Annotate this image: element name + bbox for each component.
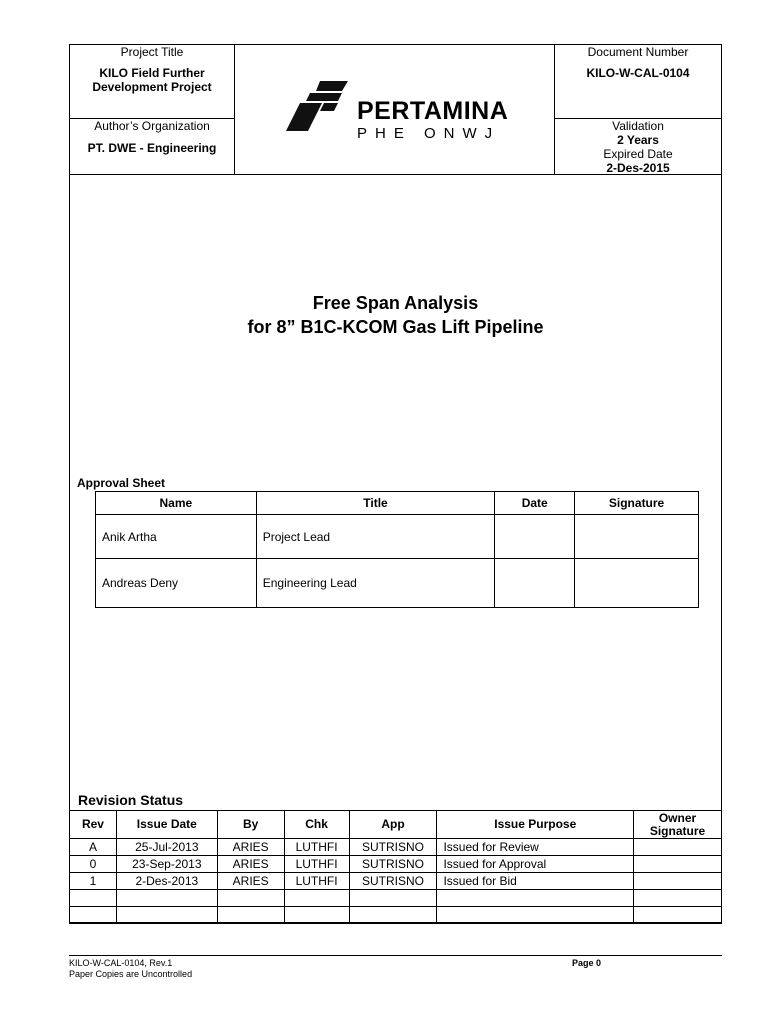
issue-date-cell: [116, 907, 217, 924]
revision-col-issue-date: Issue Date: [116, 811, 217, 839]
rev-cell: [70, 890, 117, 907]
issue-date-cell: 23-Sep-2013: [116, 856, 217, 873]
approval-header-row: [96, 492, 699, 515]
issue-purpose-cell: [437, 890, 634, 907]
project-title-line2: Development Project: [92, 80, 212, 94]
doc-number-value: KILO-W-CAL-0104: [586, 66, 690, 80]
by-cell: ARIES: [217, 873, 284, 890]
expired-value: 2-Des-2015: [606, 161, 670, 175]
owner-signature-cell: [634, 856, 722, 873]
owner-signature-cell: [634, 839, 722, 856]
validation-value: 2 Years: [617, 133, 659, 147]
pertamina-mark-icon: [282, 79, 352, 135]
issue-purpose-cell: Issued for Review: [437, 839, 634, 856]
validation-block: [555, 119, 721, 175]
doc-number-label: Document Number: [587, 45, 689, 59]
divider: [234, 45, 235, 174]
revision-col-owner-signature: Owner Signature: [634, 811, 722, 839]
owner-signature-cell: [634, 907, 722, 924]
approver-signature: [575, 515, 699, 559]
revision-col-rev: Rev: [70, 811, 117, 839]
pertamina-logo: [282, 79, 509, 142]
revision-status-label: Revision Status: [78, 792, 184, 808]
revision-table: [69, 810, 722, 924]
issue-date-cell: 2-Des-2013: [116, 873, 217, 890]
project-title-label: Project Title: [120, 45, 184, 59]
table-row: [96, 515, 699, 559]
approval-col-title: Title: [256, 492, 495, 515]
table-row: [70, 890, 722, 907]
issue-date-cell: [116, 890, 217, 907]
title-line2: for 8” B1C-KCOM Gas Lift Pipeline: [247, 317, 544, 337]
chk-cell: [284, 907, 349, 924]
issue-purpose-cell: Issued for Bid: [437, 873, 634, 890]
approver-title: Engineering Lead: [256, 559, 495, 608]
validation-label: Validation: [612, 119, 664, 133]
approver-date: [495, 559, 575, 608]
document-title: [70, 291, 721, 339]
rev-cell: 0: [70, 856, 117, 873]
revision-col-issue-purpose: Issue Purpose: [437, 811, 634, 839]
approval-col-name: Name: [96, 492, 257, 515]
app-cell: [349, 890, 437, 907]
rev-cell: [70, 907, 117, 924]
issue-purpose-cell: Issued for Approval: [437, 856, 634, 873]
approval-table: [95, 491, 699, 608]
chk-cell: LUTHFI: [284, 873, 349, 890]
app-cell: [349, 907, 437, 924]
app-cell: SUTRISNO: [349, 873, 437, 890]
approval-col-date: Date: [495, 492, 575, 515]
footer-copies-note: Paper Copies are Uncontrolled: [69, 969, 193, 979]
app-cell: SUTRISNO: [349, 856, 437, 873]
issue-purpose-cell: [437, 907, 634, 924]
revision-col-by: By: [217, 811, 284, 839]
table-row: [70, 873, 722, 890]
logo-brand-text: PERTAMINA: [357, 97, 509, 125]
by-cell: ARIES: [217, 856, 284, 873]
issue-date-cell: 25-Jul-2013: [116, 839, 217, 856]
table-row: [70, 907, 722, 924]
app-cell: SUTRISNO: [349, 839, 437, 856]
owner-signature-cell: [634, 890, 722, 907]
footer-doc-ref: KILO-W-CAL-0104, Rev.1: [69, 958, 173, 968]
approver-signature: [575, 559, 699, 608]
logo-sub-text: PHE ONWJ: [357, 125, 501, 142]
author-org-block: [70, 119, 234, 155]
author-org-label: Author’s Organization: [94, 119, 210, 133]
document-header: [70, 45, 721, 175]
approval-sheet-label: Approval Sheet: [77, 476, 166, 490]
approver-name: Anik Artha: [96, 515, 257, 559]
approver-name: Andreas Deny: [96, 559, 257, 608]
by-cell: ARIES: [217, 839, 284, 856]
footer-left: [69, 958, 192, 980]
document-frame: [69, 44, 722, 923]
revision-col-app: App: [349, 811, 437, 839]
by-cell: [217, 907, 284, 924]
table-row: [96, 559, 699, 608]
chk-cell: LUTHFI: [284, 839, 349, 856]
doc-number-block: [555, 45, 721, 80]
by-cell: [217, 890, 284, 907]
table-row: [70, 856, 722, 873]
chk-cell: LUTHFI: [284, 856, 349, 873]
approval-col-signature: Signature: [575, 492, 699, 515]
title-line1: Free Span Analysis: [312, 293, 479, 313]
approver-date: [495, 515, 575, 559]
footer-divider: [69, 955, 722, 956]
table-row: [70, 839, 722, 856]
owner-signature-cell: [634, 873, 722, 890]
expired-label: Expired Date: [603, 147, 673, 161]
project-title-line1: KILO Field Further: [99, 66, 205, 80]
rev-cell: A: [70, 839, 117, 856]
revision-header-row: [70, 811, 722, 839]
revision-col-chk: Chk: [284, 811, 349, 839]
footer-page-number: Page 0: [572, 958, 602, 968]
chk-cell: [284, 890, 349, 907]
project-title-block: [70, 45, 234, 94]
approver-title: Project Lead: [256, 515, 495, 559]
author-org-value: PT. DWE - Engineering: [87, 141, 217, 155]
rev-cell: 1: [70, 873, 117, 890]
